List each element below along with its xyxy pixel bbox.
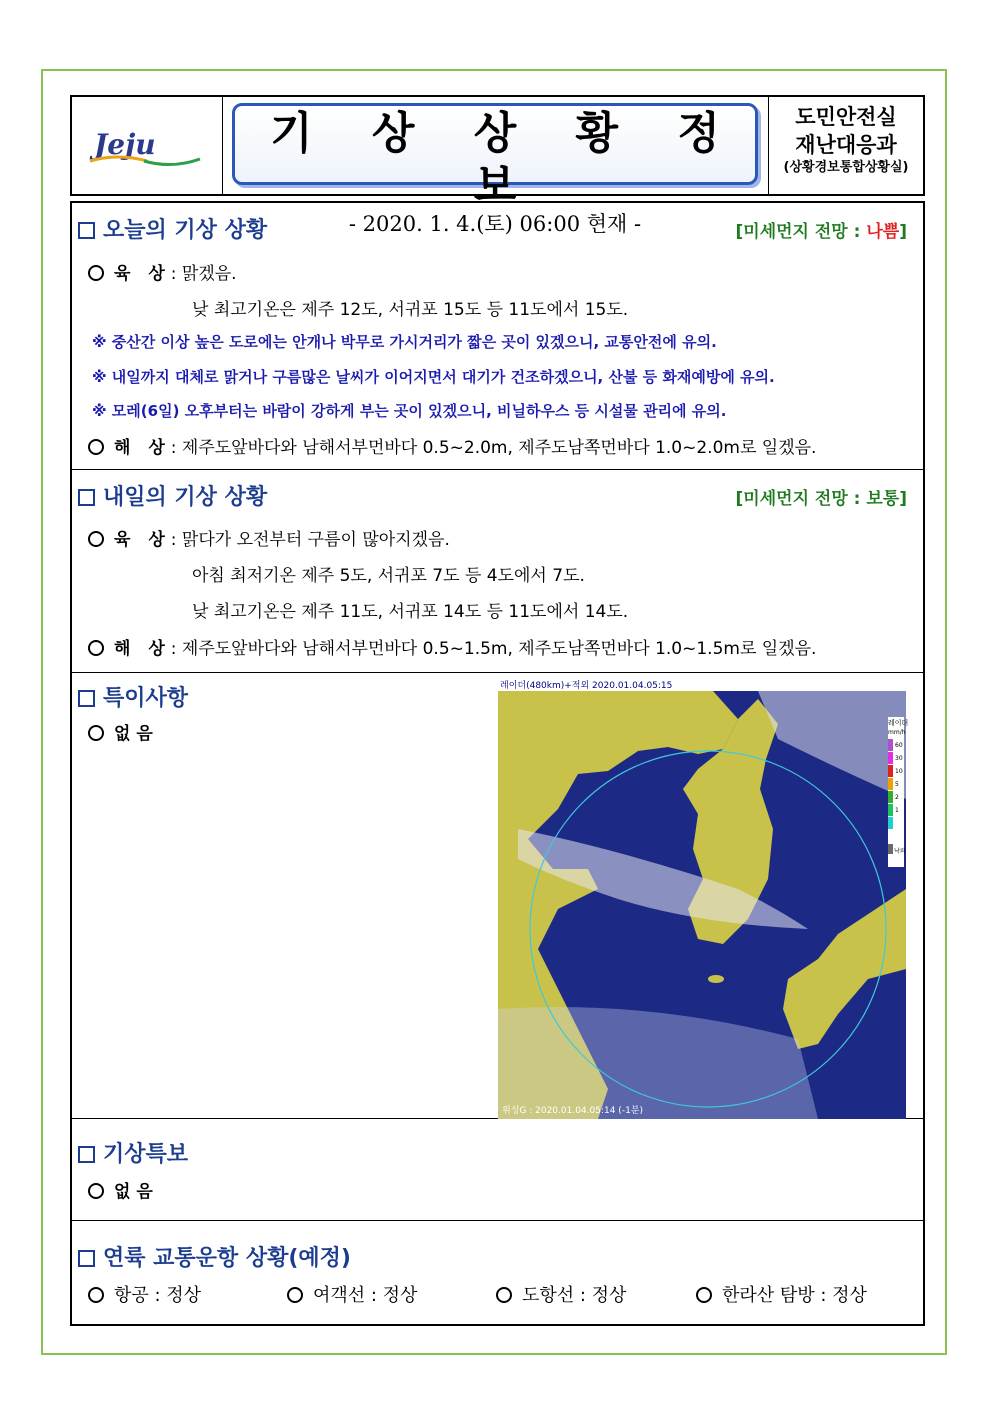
land-label: 육 상 — [114, 264, 171, 284]
radar-map — [498, 679, 909, 1119]
logo-text: Jeju — [94, 128, 156, 161]
today-land-text: : 맑겠음. — [170, 264, 237, 284]
today-max-temp: 낮 최고기온은 제주 12도, 서귀포 15도 등 11도에서 15도. — [192, 300, 629, 320]
section-warning — [72, 1119, 923, 1221]
checkbox-square-icon — [78, 690, 95, 707]
land-label: 육 상 — [114, 530, 171, 550]
checkbox-square-icon — [78, 222, 95, 239]
warning-item — [88, 1177, 153, 1202]
organization-block — [768, 97, 923, 194]
report-datetime: - 2020. 1. 4.(토) 06:00 현재 - — [348, 212, 642, 236]
svg-text:2: 2 — [895, 794, 899, 801]
warning-heading — [78, 1137, 188, 1168]
jeju-logo — [72, 97, 223, 194]
page-title: 기 상 상 황 정 보 — [270, 108, 742, 211]
special-item — [88, 719, 153, 744]
today-heading-text: 오늘의 기상 상황 — [103, 218, 268, 243]
today-sea-text: : 제주도앞바다와 남해서부먼바다 0.5~2.0m, 제주도남쪽먼바다 1.0~2.0m로 일겠음. — [170, 438, 817, 458]
svg-text:60: 60 — [895, 742, 903, 749]
svg-text:30: 30 — [895, 755, 903, 762]
circle-bullet-icon — [88, 439, 104, 455]
circle-bullet-icon — [88, 725, 104, 741]
tomorrow-sea-text: : 제주도앞바다와 남해서부먼바다 0.5~1.5m, 제주도남쪽먼바다 1.0~1.5m로 일겠음. — [170, 639, 817, 659]
special-item-text: 없 음 — [114, 724, 153, 744]
transport-item-air — [88, 1281, 201, 1307]
svg-text:10: 10 — [895, 768, 903, 775]
special-heading-text: 특이사항 — [103, 686, 189, 711]
transport-air-text: 항공 : 정상 — [114, 1285, 202, 1306]
jeju-logo-graphic — [72, 97, 222, 194]
transport-island-boat-text: 도항선 : 정상 — [522, 1285, 627, 1306]
org-office: (상황경보통합상황실) — [783, 160, 909, 175]
legend-unit: mm/h — [888, 729, 906, 736]
svg-text:낙뢰: 낙뢰 — [894, 848, 906, 855]
special-heading — [78, 681, 188, 712]
tomorrow-dust-forecast: [미세먼지 전망 : 보통] — [735, 489, 907, 509]
org-department: 도민안전실 — [795, 105, 897, 129]
warning-item-text: 없 음 — [114, 1182, 153, 1202]
transport-item-ferry — [287, 1281, 417, 1307]
transport-heading-text: 연륙 교통운항 상황(예정) — [103, 1246, 351, 1271]
section-today — [72, 203, 923, 470]
circle-bullet-icon — [88, 531, 104, 547]
circle-bullet-icon — [88, 1183, 104, 1199]
transport-hallasan-text: 한라산 탐방 : 정상 — [722, 1285, 867, 1306]
circle-bullet-icon — [88, 640, 104, 656]
today-sea-line — [88, 433, 816, 458]
title-box — [232, 103, 758, 236]
tomorrow-sea-line — [88, 634, 816, 659]
tomorrow-heading-text: 내일의 기상 상황 — [103, 485, 268, 510]
report-body — [70, 201, 925, 1326]
transport-heading — [78, 1241, 351, 1272]
transport-item-island-boat — [496, 1281, 626, 1307]
checkbox-square-icon — [78, 489, 95, 506]
svg-text:5: 5 — [895, 781, 899, 788]
legend-title: 레이더 — [888, 719, 909, 727]
today-note-1: ※ 중산간 이상 높은 도로에는 안개나 박무로 가시거리가 짧은 곳이 있겠으니, 교통안전에 유의. — [92, 333, 717, 351]
tomorrow-land-line — [88, 525, 450, 550]
org-division: 재난대응과 — [795, 133, 897, 157]
tomorrow-heading — [78, 480, 267, 511]
radar-footer-text: 위성G : 2020.01.04.05:14 (-1분) — [502, 1106, 643, 1116]
transport-ferry-text: 여객선 : 정상 — [313, 1285, 418, 1306]
circle-bullet-icon — [88, 265, 104, 281]
radar-satellite-image — [498, 679, 909, 1119]
today-land-line — [88, 259, 237, 284]
radar-header-text: 레이더(480km)+적외 2020.01.04.05:15 — [500, 681, 673, 691]
today-dust-forecast — [736, 217, 908, 242]
today-note-2: ※ 내일까지 대체로 맑거나 구름많은 날씨가 이어지면서 대기가 건조하겠으니, 산불 등 화재예방에 유의. — [92, 368, 775, 386]
sea-label: 해 상 — [114, 639, 171, 659]
circle-bullet-icon — [496, 1287, 512, 1303]
circle-bullet-icon — [696, 1287, 712, 1303]
tomorrow-min-temp: 아침 최저기온 제주 5도, 서귀포 7도 등 4도에서 7도. — [192, 566, 585, 586]
sea-label: 해 상 — [114, 438, 171, 458]
warning-heading-text: 기상특보 — [103, 1142, 189, 1167]
checkbox-square-icon — [78, 1146, 95, 1163]
tomorrow-max-temp: 낮 최고기온은 제주 11도, 서귀포 14도 등 11도에서 14도. — [192, 602, 629, 622]
dust-value: 나쁨 — [866, 222, 900, 242]
dust-prefix: [미세먼지 전망 : — [735, 222, 867, 242]
today-note-3: ※ 모레(6일) 오후부터는 바람이 강하게 부는 곳이 있겠으니, 비닐하우스 등 시설물 관리에 유의. — [92, 402, 727, 420]
transport-item-hallasan — [696, 1281, 867, 1307]
dust-suffix: ] — [899, 222, 907, 242]
circle-bullet-icon — [88, 1287, 104, 1303]
svg-text:1: 1 — [895, 807, 899, 814]
circle-bullet-icon — [287, 1287, 303, 1303]
today-heading — [78, 213, 267, 244]
section-tomorrow — [72, 470, 923, 673]
section-transport — [72, 1221, 923, 1324]
tomorrow-land-text: : 맑다가 오전부터 구름이 많아지겠음. — [170, 530, 450, 550]
checkbox-square-icon — [78, 1250, 95, 1267]
